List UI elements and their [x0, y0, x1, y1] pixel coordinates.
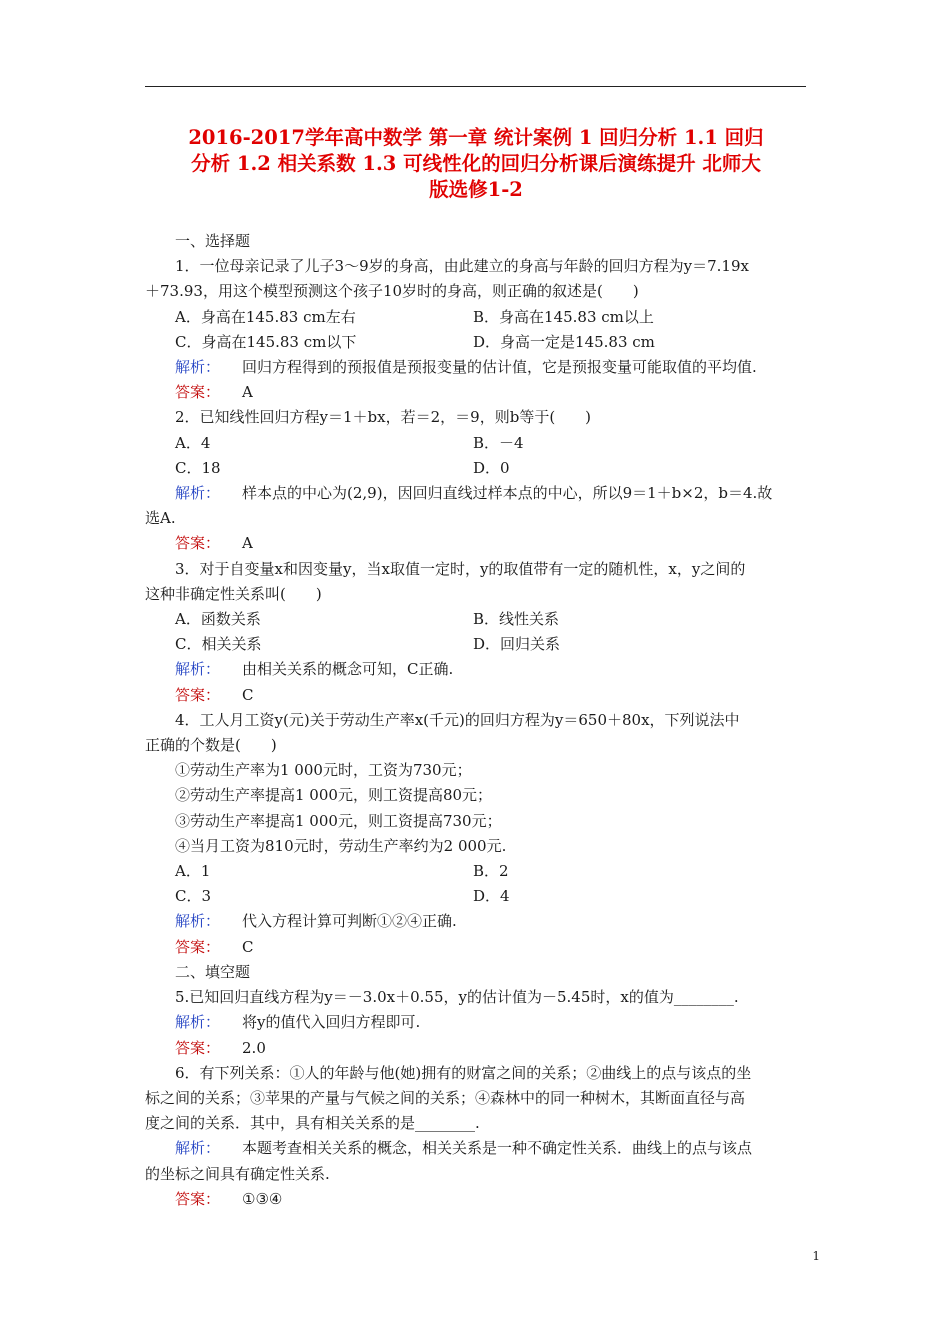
question-3-stem: 3．对于自变量x和因变量y，当x取值一定时，y的取值带有一定的随机性，x，y之间的: [175, 559, 746, 578]
option-b: B．－4: [473, 433, 524, 452]
option-d: D．回归关系: [473, 635, 561, 654]
question-5-analysis: [145, 1010, 815, 1035]
analysis-label: 解析：: [175, 1139, 221, 1158]
question-2-analysis-cont: 选A.: [145, 509, 176, 528]
question-2-options-ab: [145, 431, 815, 456]
analysis-label: 解析：: [175, 1013, 221, 1032]
question-6-analysis: [145, 1136, 815, 1161]
analysis-text: 本题考查相关关系的概念，相关关系是一种不确定性关系．曲线上的点与该点: [242, 1139, 753, 1158]
question-1-stem-cont: ＋73.93，用这个模型预测这个孩子10岁时的身高，则正确的叙述是( ): [145, 282, 639, 301]
question-4-statement: ②劳动生产率提高1 000元，则工资提高80元；: [175, 786, 493, 805]
question-1-analysis: [145, 355, 815, 380]
question-3-stem-cont: 这种非确定性关系叫( ): [145, 584, 322, 603]
answer-label: 答案：: [175, 383, 221, 402]
title-line: 2016-2017学年高中数学 第一章 统计案例 1 回归分析 1.1 回归: [188, 126, 764, 149]
question-1-options-ab: [145, 305, 815, 330]
option-c: C．相关关系: [175, 635, 262, 654]
option-a: A．身高在145.83 cm左右: [175, 307, 356, 326]
option-b: B．线性关系: [473, 610, 560, 629]
question-4-options-ab: [145, 859, 815, 884]
analysis-text: 回归方程得到的预报值是预报变量的估计值，它是预报变量可能取值的平均值.: [242, 358, 757, 377]
document-body: [145, 229, 815, 1212]
analysis-label: 解析：: [175, 358, 221, 377]
question-6-stem-cont: 标之间的关系；③苹果的产量与气候之间的关系；④森林中的同一种树木，其断面直径与高: [145, 1088, 746, 1107]
option-b: B．身高在145.83 cm以上: [473, 307, 654, 326]
option-d: D．4: [473, 887, 510, 906]
option-c: C．3: [175, 887, 212, 906]
option-c: C．身高在145.83 cm以下: [175, 332, 357, 351]
option-a: A．1: [175, 862, 211, 881]
answer-text: C: [242, 937, 254, 956]
answer-text: C: [242, 685, 254, 704]
section-heading: 二、填空题: [175, 962, 251, 981]
question-4-answer: [145, 935, 815, 960]
question-2-stem: 2．已知线性回归方程y＝1＋bx，若＝2，＝9，则b等于( ): [175, 408, 592, 427]
analysis-label: 解析：: [175, 484, 221, 503]
question-5-answer: [145, 1036, 815, 1061]
answer-text: ①③④: [242, 1189, 283, 1208]
question-4-options-cd: [145, 884, 815, 909]
question-5-stem: 5.已知回归直线方程为y＝－3.0x＋0.55，y的估计值为－5.45时，x的值为________.: [175, 988, 739, 1007]
question-4-stem-cont: 正确的个数是( ): [145, 736, 277, 755]
question-4-statement: ③劳动生产率提高1 000元，则工资提高730元；: [175, 811, 502, 830]
page-number: 1: [812, 1249, 820, 1263]
question-4-statement: ④当月工资为810元时，劳动生产率约为2 000元.: [175, 836, 507, 855]
option-c: C．18: [175, 458, 221, 477]
option-d: D．0: [473, 458, 510, 477]
analysis-label: 解析：: [175, 660, 221, 679]
question-6-analysis-cont: 的坐标之间具有确定性关系.: [145, 1164, 330, 1183]
analysis-label: 解析：: [175, 912, 221, 931]
question-3-options-cd: [145, 632, 815, 657]
option-b: B．2: [473, 862, 509, 881]
analysis-text: 样本点的中心为(2,9)，因回归直线过样本点的中心，所以9＝1＋b×2，b＝4.故: [242, 484, 773, 503]
header-rule: [145, 86, 806, 87]
question-6-stem-cont: 度之间的关系．其中，具有相关关系的是________.: [145, 1114, 480, 1133]
analysis-text: 由相关关系的概念可知，C正确.: [242, 660, 454, 679]
question-1-stem: 1．一位母亲记录了儿子3～9岁的身高，由此建立的身高与年龄的回归方程为y＝7.19x: [175, 257, 749, 276]
answer-label: 答案：: [175, 685, 221, 704]
section-heading: 一、选择题: [175, 232, 251, 250]
answer-text: A: [242, 534, 253, 553]
answer-text: A: [242, 383, 253, 402]
question-3-answer: [145, 683, 815, 708]
question-4-stem: 4．工人月工资y(元)关于劳动生产率x(千元)的回归方程为y＝650＋80x，下列说法中: [175, 710, 740, 729]
question-3-options-ab: [145, 607, 815, 632]
document-title: [140, 125, 812, 203]
question-1-options-cd: [145, 330, 815, 355]
option-a: A．函数关系: [175, 610, 261, 629]
analysis-text: 代入方程计算可判断①②④正确.: [242, 912, 457, 931]
question-6-answer: [145, 1187, 815, 1212]
question-2-analysis: [145, 481, 815, 506]
analysis-text: 将y的值代入回归方程即可.: [242, 1013, 421, 1032]
answer-text: 2.0: [242, 1038, 266, 1057]
title-line: 分析 1.2 相关系数 1.3 可线性化的回归分析课后演练提升 北师大: [191, 152, 761, 175]
option-a: A．4: [175, 433, 211, 452]
question-2-answer: [145, 531, 815, 556]
question-2-options-cd: [145, 456, 815, 481]
question-6-stem: 6．有下列关系：①人的年龄与他(她)拥有的财富之间的关系；②曲线上的点与该点的坐: [175, 1063, 752, 1082]
answer-label: 答案：: [175, 534, 221, 553]
answer-label: 答案：: [175, 1189, 221, 1208]
question-3-analysis: [145, 657, 815, 682]
answer-label: 答案：: [175, 1038, 221, 1057]
question-1-answer: [145, 380, 815, 405]
question-4-statement: ①劳动生产率为1 000元时，工资为730元；: [175, 761, 472, 780]
title-line: 版选修1-2: [429, 178, 523, 201]
answer-label: 答案：: [175, 937, 221, 956]
question-4-analysis: [145, 909, 815, 934]
option-d: D．身高一定是145.83 cm: [473, 332, 655, 351]
